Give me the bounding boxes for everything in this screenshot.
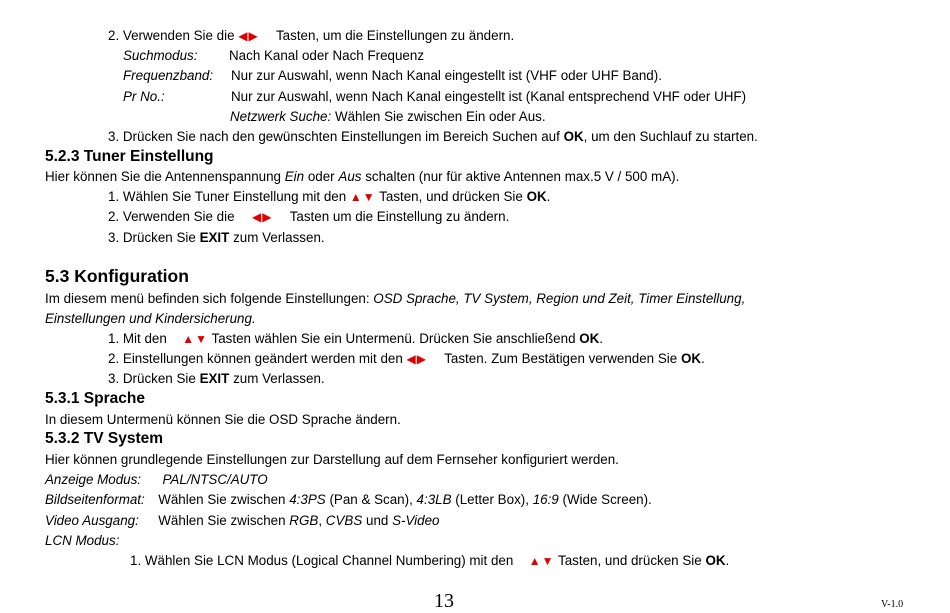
step-text: 2. Verwenden Sie die xyxy=(108,209,235,224)
step-text: 1. Mit den xyxy=(108,331,167,346)
up-down-arrows-icon: ▲▼ xyxy=(182,332,209,346)
tuner-step-1 xyxy=(108,188,550,206)
section-heading-tuner: 5.2.3 Tuner Einstellung xyxy=(45,148,214,165)
left-right-arrows-icon: ◀▶ xyxy=(238,29,259,43)
step-text: Tasten. Zum Bestätigen verwenden Sie xyxy=(444,351,678,366)
konfig-step-2 xyxy=(108,350,705,368)
konfig-step-1 xyxy=(108,330,603,348)
frequenzband-label xyxy=(123,67,213,84)
suchmodus-label: Suchmodus: xyxy=(123,48,198,63)
anzeige-modus-row xyxy=(45,471,268,488)
ein-term: Ein xyxy=(284,169,305,184)
step-text: 3. Drücken Sie nach den gewünschten Einstellungen im Bereich Suchen auf xyxy=(108,129,560,144)
netzwerk-label: Netzwerk Suche: xyxy=(230,109,332,124)
video-option: RGB xyxy=(289,513,319,528)
step-text: zum Verlassen. xyxy=(233,371,325,386)
para-text: oder xyxy=(307,169,335,184)
step-text: 3. Drücken Sie xyxy=(108,230,196,245)
lcn-modus-label: LCN Modus: xyxy=(45,533,120,548)
frequenzband-label-text: Frequenzband: xyxy=(123,68,214,83)
search-step-2 xyxy=(108,27,514,45)
anzeige-modus-label: Anzeige Modus: xyxy=(45,472,142,487)
para-text: Hier können Sie die Antennenspannung xyxy=(45,169,282,184)
step-text: Tasten, und drücken Sie xyxy=(558,553,702,568)
exit-key: EXIT xyxy=(199,230,230,245)
anzeige-modus-value: PAL/NTSC/AUTO xyxy=(162,472,268,487)
step-text: 3. Drücken Sie xyxy=(108,371,196,386)
tuner-step-3 xyxy=(108,229,325,246)
section-heading-tv-system: 5.3.2 TV System xyxy=(45,430,164,447)
netzwerk-value: Wählen Sie zwischen Ein oder Aus. xyxy=(334,109,546,124)
para-text: Im diesem menü befinden sich folgende Einstellungen: xyxy=(45,291,370,306)
version-label: V-1.0 xyxy=(881,599,904,610)
para-text: (Wide Screen). xyxy=(562,492,652,507)
konfig-step-3 xyxy=(108,370,325,387)
step-text: 2. Verwenden Sie die xyxy=(108,28,235,43)
left-right-arrows-icon: ◀▶ xyxy=(406,352,427,366)
suchmodus-row xyxy=(123,47,197,64)
netzwerk-suche-row xyxy=(230,108,546,125)
tuner-step-2 xyxy=(108,208,509,226)
up-down-arrows-icon: ▲▼ xyxy=(528,554,555,568)
para-text: schalten (nur für aktive Antennen max.5 V / 500 mA). xyxy=(365,169,680,184)
ok-key: OK xyxy=(705,553,726,568)
prno-label xyxy=(123,88,165,105)
step-text: 1. Wählen Sie LCN Modus (Logical Channel Numbering) mit den xyxy=(130,553,514,568)
video-option: S-Video xyxy=(392,513,440,528)
section-heading-sprache: 5.3.1 Sprache xyxy=(45,390,145,407)
ok-key: OK xyxy=(579,331,600,346)
prno-label-text: Pr No.: xyxy=(123,89,165,104)
sprache-paragraph: In diesem Untermenü können Sie die OSD Sprache ändern. xyxy=(45,412,401,427)
page-number: 13 xyxy=(434,590,454,612)
left-right-arrows-icon: ◀▶ xyxy=(252,210,273,224)
step-text: 2. Einstellungen können geändert werden mit den xyxy=(108,351,403,366)
ok-key: OK xyxy=(526,189,547,204)
konfiguration-paragraph-1 xyxy=(45,290,745,307)
suchmodus-value: Nach Kanal oder Nach Frequenz xyxy=(229,48,425,63)
ok-key: OK xyxy=(563,129,584,144)
up-down-arrows-icon: ▲▼ xyxy=(349,190,376,204)
prno-value: Nur zur Auswahl, wenn Nach Kanal eingestellt ist (Kanal entsprechend VHF oder UHF) xyxy=(231,89,747,104)
exit-key: EXIT xyxy=(199,371,230,386)
step-text: Tasten, um die Einstellungen zu ändern. xyxy=(275,28,515,43)
lcn-step-1 xyxy=(130,552,729,570)
para-text: Wählen Sie zwischen xyxy=(158,492,286,507)
step-text: , um den Suchlauf zu starten. xyxy=(583,129,758,144)
video-ausgang-label: Video Ausgang: xyxy=(45,513,139,528)
format-option: 4:3PS xyxy=(289,492,326,507)
search-step-3 xyxy=(108,128,758,145)
section-heading-konfiguration: 5.3 Konfiguration xyxy=(45,266,189,286)
bildseitenformat-row xyxy=(45,491,652,508)
punct: . xyxy=(546,189,551,204)
ok-key: OK xyxy=(680,351,702,366)
video-option: CVBS xyxy=(325,513,363,528)
step-text: 1. Wählen Sie Tuner Einstellung mit den xyxy=(108,189,347,204)
step-text: Tasten um die Einstellung zu ändern. xyxy=(289,209,510,224)
format-option: 4:3LB xyxy=(416,492,452,507)
format-option: 16:9 xyxy=(532,492,559,507)
para-text: (Pan & Scan), xyxy=(329,492,413,507)
punct: . xyxy=(701,351,705,366)
tv-system-paragraph: Hier können grundlegende Einstellungen zur Darstellung auf dem Fernseher konfiguriert werden. xyxy=(45,452,619,467)
settings-list: OSD Sprache, TV System, Region und Zeit, Timer Einstellung, xyxy=(373,291,746,306)
para-text: und xyxy=(366,513,389,528)
step-text: Tasten wählen Sie ein Untermenü. Drücken Sie anschließend xyxy=(211,331,576,346)
para-text: (Letter Box), xyxy=(455,492,529,507)
step-text: zum Verlassen. xyxy=(233,230,325,245)
tuner-paragraph xyxy=(45,168,679,185)
punct: , xyxy=(318,513,323,528)
para-text: Wählen Sie zwischen xyxy=(158,513,286,528)
frequenzband-value: Nur zur Auswahl, wenn Nach Kanal eingestellt ist (VHF oder UHF Band). xyxy=(231,68,662,83)
punct: . xyxy=(725,553,730,568)
konfiguration-paragraph-2: Einstellungen und Kindersicherung. xyxy=(45,311,256,326)
aus-term: Aus xyxy=(338,169,362,184)
punct: . xyxy=(599,331,604,346)
video-ausgang-row xyxy=(45,512,439,529)
step-text: Tasten, und drücken Sie xyxy=(379,189,523,204)
bildseitenformat-label: Bildseitenformat: xyxy=(45,492,145,507)
